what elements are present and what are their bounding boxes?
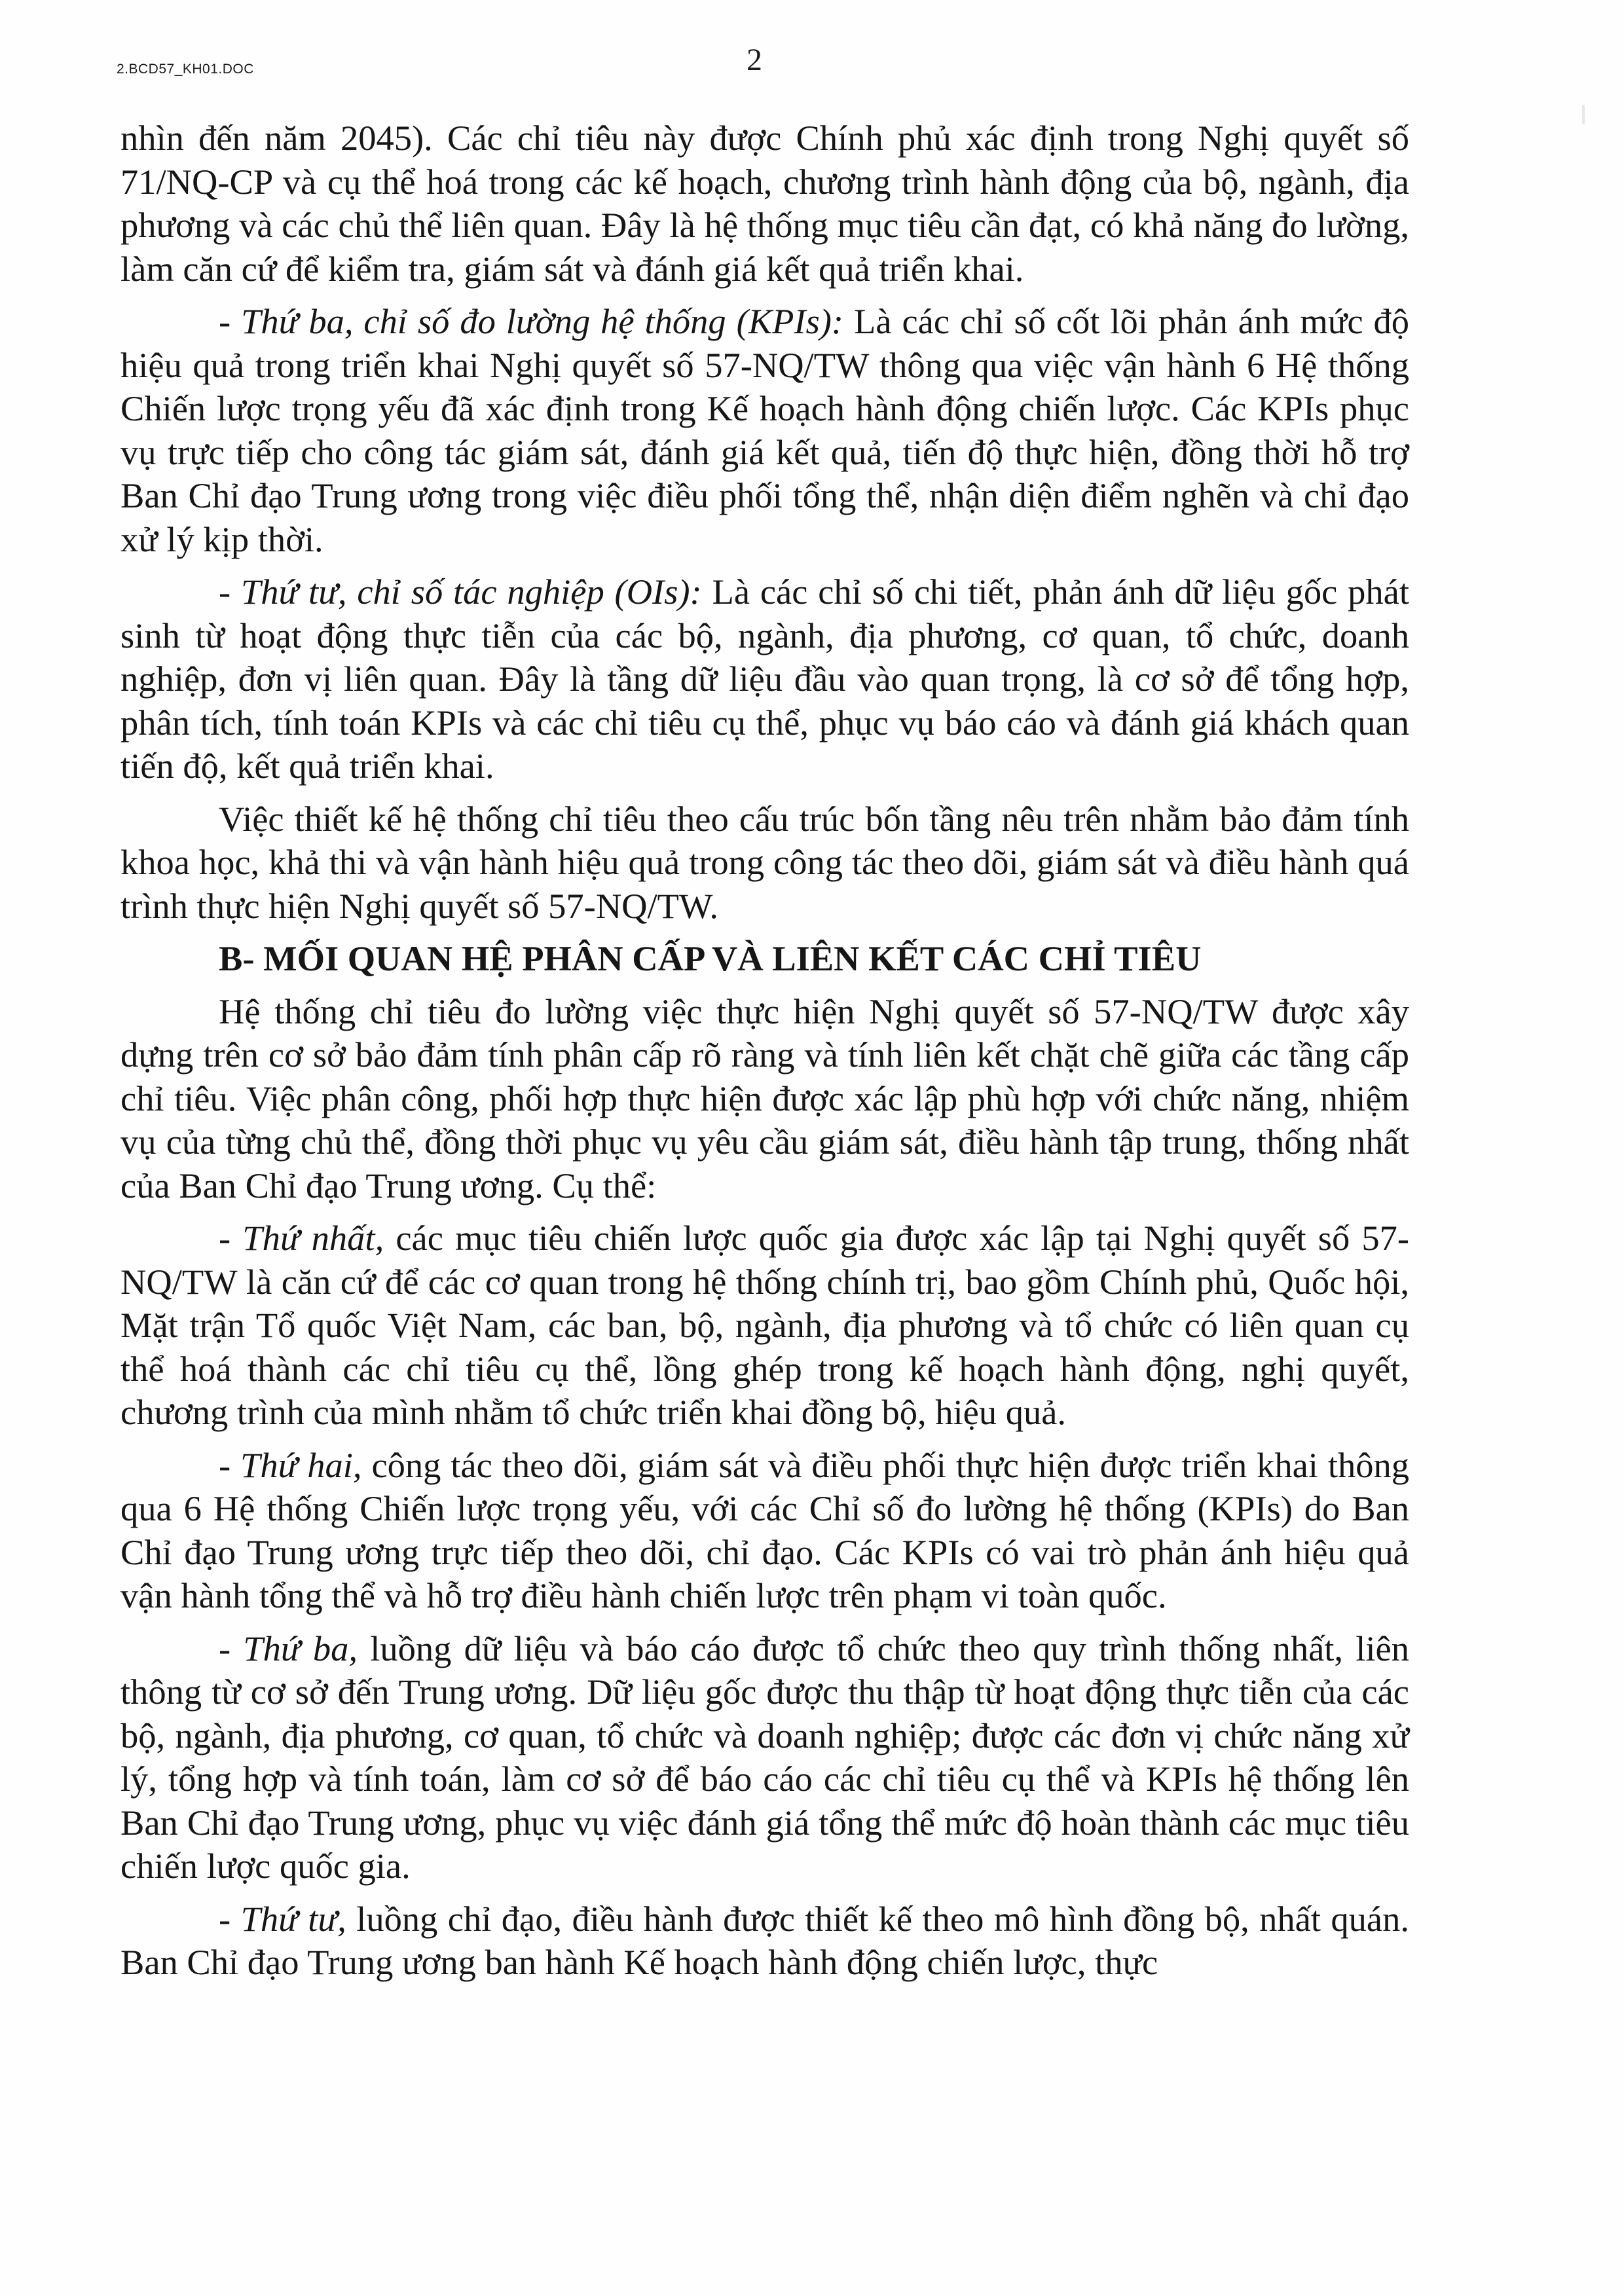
paragraph-third: [120, 1627, 1409, 1888]
paragraph-ois: [120, 570, 1409, 788]
paragraph-first: [120, 1217, 1409, 1435]
paragraph-first-text: các mục tiêu chiến lược quốc gia được xác lập tại Nghị quyết số 57-NQ/TW là căn cứ để các cơ quan trong hệ thống chính trị, bao gồm Chính phủ, Quốc hội, Mặt trận Tổ quốc Việt Nam, các ban, bộ, ngành, địa phương và tổ chức có liên quan cụ thể hoá thành các chỉ tiêu cụ thể, lồng ghép trong kế hoạch hành động, nghị quyết, chương trình của mình nhằm tổ chức triển khai đồng bộ, hiệu quả.: [120, 1218, 1410, 1432]
paragraph-second-lead: - Thứ hai,: [219, 1444, 362, 1485]
page-number: 2: [747, 43, 762, 77]
document-body: [120, 117, 1409, 1994]
paragraph-second-text: công tác theo dõi, giám sát và điều phối thực hiện được triển khai thông qua 6 Hệ thống Chiến lược trọng yếu, với các Chỉ số đo lường hệ thống (KPIs) do Ban Chỉ đạo Trung ương trực tiếp theo dõi, chỉ đạo. Các KPIs có vai trò phản ánh hiệu quả vận hành tổng thể và hỗ trợ điều hành chiến lược trên phạm vi toàn quốc.: [120, 1444, 1409, 1615]
paragraph-ois-text: Là các chỉ số chi tiết, phản ánh dữ liệu gốc phát sinh từ hoạt động thực tiễn của các bộ, ngành, địa phương, cơ quan, tổ chức, doanh nghiệp, đơn vị liên quan. Đây là tầng dữ liệu đầu vào quan trọng, là cơ sở để tổng hợp, phân tích, tính toán KPIs và các chỉ tiêu cụ thể, phục vụ báo cáo và đánh giá khách quan tiến độ, kết quả triển khai.: [120, 572, 1410, 786]
paragraph-first-lead: - Thứ nhất,: [219, 1218, 384, 1258]
paragraph-fourth-text: luồng chỉ đạo, điều hành được thiết kế theo mô hình đồng bộ, nhất quán. Ban Chỉ đạo Trung ương ban hành Kế hoạch hành động chiến lược, thực: [120, 1898, 1409, 1982]
paragraph-continuation: nhìn đến năm 2045). Các chỉ tiêu này được Chính phủ xác định trong Nghị quyết số 71/NQ-CP và cụ thể hoá trong các kế hoạch, chương trình hành động của bộ, ngành, địa phương và các chủ thể liên quan. Đây là hệ thống mục tiêu cần đạt, có khả năng đo lường, làm căn cứ để kiểm tra, giám sát và đánh giá kết quả triển khai.: [120, 118, 1409, 289]
paragraph-ois-lead: - Thứ tư, chỉ số tác nghiệp (OIs):: [219, 572, 702, 612]
paragraph-third-text: luồng dữ liệu và báo cáo được tổ chức theo quy trình thống nhất, liên thông từ cơ sở đến Trung ương. Dữ liệu gốc được thu thập từ hoạt động thực tiễn của các bộ, ngành, địa phương, cơ quan, tổ chức và doanh nghiệp; được các đơn vị chức năng xử lý, tổng hợp và tính toán, làm cơ sở để báo cáo các chỉ tiêu cụ thể và KPIs hệ thống lên Ban Chỉ đạo Trung ương, phục vụ việc đánh giá tổng thể mức độ hoàn thành các mục tiêu chiến lược quốc gia.: [120, 1628, 1410, 1886]
scan-mark: [1582, 105, 1585, 124]
paragraph-kpis: [120, 300, 1409, 561]
document-file-code: 2.BCD57_KH01.DOC: [117, 62, 254, 77]
paragraph-fourth: [120, 1898, 1409, 1985]
paragraph-third-lead: - Thứ ba,: [219, 1628, 358, 1668]
section-heading-b: B- MỐI QUAN HỆ PHÂN CẤP VÀ LIÊN KẾT CÁC CHỈ TIÊU: [219, 938, 1202, 978]
paragraph-structure-summary: Việc thiết kế hệ thống chỉ tiêu theo cấu trúc bốn tầng nêu trên nhằm bảo đảm tính khoa học, khả thi và vận hành hiệu quả trong công tác theo dõi, giám sát và điều hành quá trình thực hiện Nghị quyết số 57-NQ/TW.: [120, 798, 1409, 926]
paragraph-section-intro: Hệ thống chỉ tiêu đo lường việc thực hiện Nghị quyết số 57-NQ/TW được xây dựng trên cơ sở bảo đảm tính phân cấp rõ ràng và tính liên kết chặt chẽ giữa các tầng cấp chỉ tiêu. Việc phân công, phối hợp thực hiện được xác lập phù hợp với chức năng, nhiệm vụ của từng chủ thể, đồng thời phục vụ yêu cầu giám sát, điều hành tập trung, thống nhất của Ban Chỉ đạo Trung ương. Cụ thể:: [120, 991, 1409, 1205]
paragraph-fourth-lead: - Thứ tư,: [219, 1898, 346, 1939]
paragraph-second: [120, 1444, 1409, 1618]
paragraph-kpis-lead: - Thứ ba, chỉ số đo lường hệ thống (KPIs):: [219, 301, 844, 341]
paragraph-kpis-text: Là các chỉ số cốt lõi phản ánh mức độ hiệu quả trong triển khai Nghị quyết số 57-NQ/TW thông qua việc vận hành 6 Hệ thống Chiến lược trọng yếu đã xác định trong Kế hoạch hành động chiến lược. Các KPIs phục vụ trực tiếp cho công tác giám sát, đánh giá kết quả, tiến độ thực hiện, đồng thời hỗ trợ Ban Chỉ đạo Trung ương trong việc điều phối tổng thể, nhận diện điểm nghẽn và chỉ đạo xử lý kịp thời.: [120, 301, 1409, 559]
